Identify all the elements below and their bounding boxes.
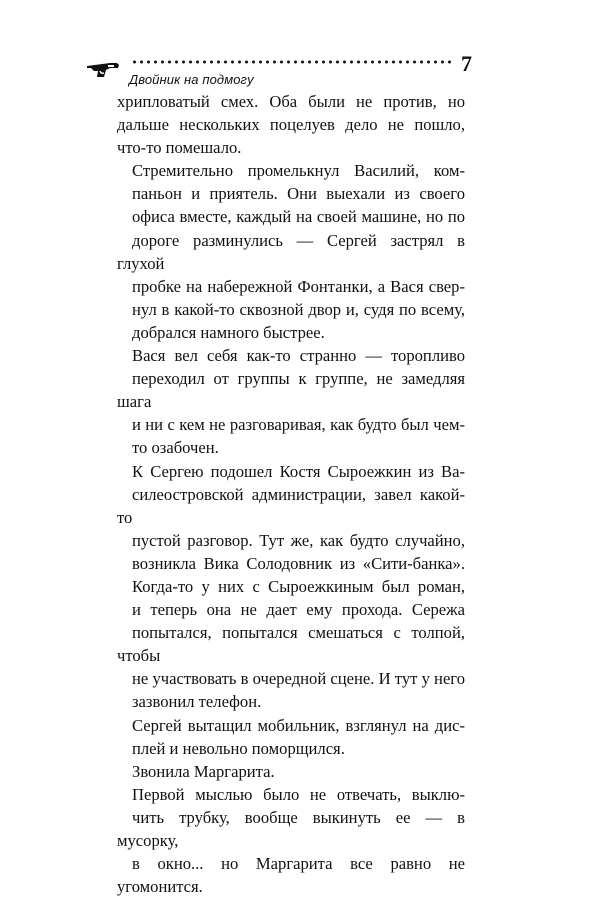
text-line: пустой разговор. Тут же, как будто случайно,	[132, 530, 465, 550]
running-header	[86, 52, 472, 94]
text-line: Когда-то у них с Сыроежкиным был роман,	[132, 576, 465, 596]
page-number: 7	[461, 51, 472, 76]
text-line: Звонила Маргарита.	[132, 761, 275, 781]
text-line: чить трубку, вообще выкинуть ее — в мусорку,	[117, 807, 465, 850]
book-page-text	[117, 90, 465, 898]
text-line: не участвовать в очередной сцене. И тут у него	[132, 669, 465, 689]
paragraph-7	[117, 783, 465, 898]
text-line: пробке на набережной Фонтанки, а Вася свер-	[132, 276, 465, 296]
text-line: хрипловатый смех. Оба были не против, но	[117, 92, 465, 111]
paragraph-4	[117, 460, 465, 714]
paragraph-5	[117, 714, 465, 760]
paragraph-6	[117, 760, 465, 783]
text-line: и ни с кем не разговаривая, как будто был чем-	[132, 415, 465, 435]
text-line: Вася вел себя как-то странно — торопливо	[132, 346, 465, 366]
text-line: переходил от группы к группе, не замедляя шага	[117, 369, 465, 412]
text-line: К Сергею подошел Костя Сыроежкин из Ва-	[132, 461, 465, 481]
text-line: офиса вместе, каждый на своей машине, но по	[132, 207, 465, 227]
text-line: добрался намного быстрее.	[132, 322, 325, 342]
header-dotted-rule	[131, 59, 453, 65]
pistol-icon	[86, 60, 120, 78]
paragraph-3	[117, 344, 465, 459]
text-line: возникла Вика Солодовник из «Сити-банка».	[132, 553, 465, 573]
text-line: то озабочен.	[132, 438, 219, 458]
paragraph-1	[117, 90, 465, 159]
text-line: Стремительно промелькнул Василий, ком-	[132, 161, 465, 181]
text-line: Первой мыслью было не отвечать, выклю-	[132, 784, 465, 804]
text-line: силеостровской администрации, завел какой-то	[117, 484, 465, 527]
text-line: паньон и приятель. Они выехали из своего	[132, 184, 465, 204]
series-title: Двойник на подмогу	[129, 72, 254, 87]
text-line: попытался, попытался смешаться с толпой, чтобы	[117, 623, 465, 666]
paragraph-2	[117, 159, 465, 344]
text-line: нул в какой-то сквозной двор и, судя по всему,	[132, 299, 465, 319]
text-line: дороге разминулись — Сергей застрял в глухой	[117, 230, 465, 273]
text-line: дальше нескольких поцелуев дело не пошло,	[117, 115, 465, 135]
text-line: что-то помешало.	[117, 138, 242, 158]
text-line: плей и невольно поморщился.	[132, 738, 345, 758]
text-line: и теперь она не дает ему прохода. Сережа	[132, 600, 465, 620]
text-line: зазвонил телефон.	[132, 692, 262, 712]
text-line: Сергей вытащил мобильник, взглянул на дис-	[132, 715, 465, 735]
text-line: в окно... но Маргарита все равно не угомонится.	[117, 854, 465, 897]
